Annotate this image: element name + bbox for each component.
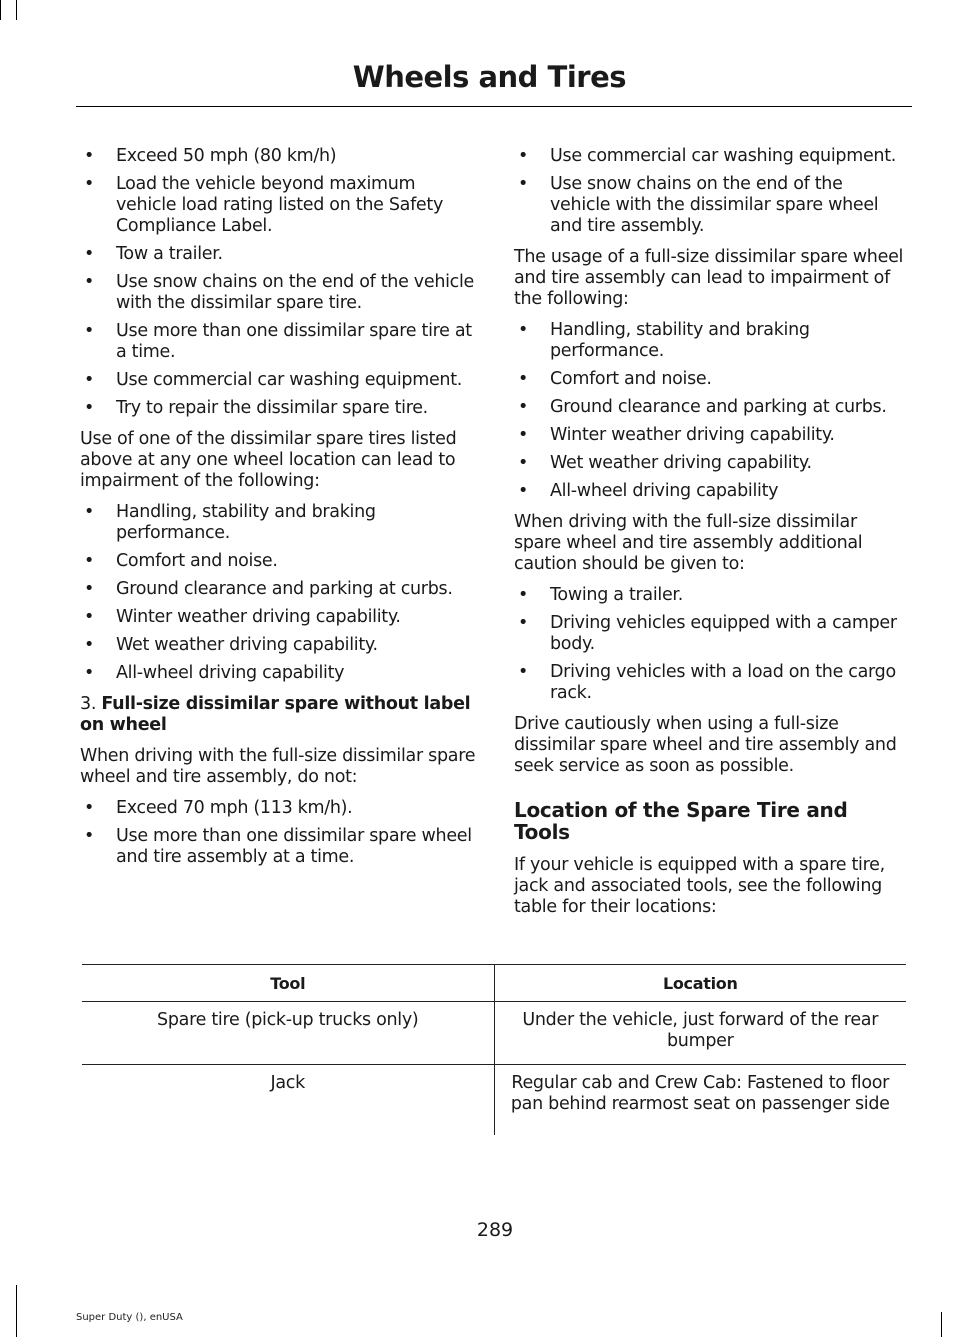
list-item: • Use snow chains on the end of the vehicle with the dissimilar spare tire.: [84, 272, 475, 313]
table-cell: Spare tire (pick-up trucks only): [82, 1002, 494, 1065]
table-row: [82, 1002, 906, 1065]
list-item: • Tow a trailer.: [84, 244, 223, 264]
list-item: • Winter weather driving capability.: [84, 607, 401, 627]
list-item: • Ground clearance and parking at curbs.: [84, 579, 453, 599]
crop-mark: [941, 1312, 942, 1337]
tools-table: [82, 964, 906, 1135]
list-item: • Comfort and noise.: [84, 551, 278, 571]
list-item: • Handling, stability and braking performance.: [518, 320, 810, 361]
bullet-list: [514, 146, 908, 237]
bullet-list: [514, 585, 908, 704]
page-title: Wheels and Tires: [352, 60, 626, 94]
list-item: • Wet weather driving capability.: [84, 635, 378, 655]
list-item: • Handling, stability and braking performance.: [84, 502, 376, 543]
table-row: [82, 1065, 906, 1136]
list-item: • Driving vehicles with a load on the cargo rack.: [518, 662, 896, 703]
paragraph: If your vehicle is equipped with a spare tire, jack and associated tools, see the following table for their locations:: [514, 855, 885, 917]
crop-mark: [0, 0, 1, 20]
bullet-list: [514, 320, 908, 502]
list-item: • Towing a trailer.: [518, 585, 683, 605]
header-divider: [76, 106, 912, 107]
list-item: • Load the vehicle beyond maximum vehicle load rating listed on the Safety Compliance Label.: [84, 174, 444, 236]
list-item: • Wet weather driving capability.: [518, 453, 812, 473]
list-item: • Exceed 50 mph (80 km/h): [84, 146, 337, 166]
list-item: • Use more than one dissimilar spare tire at a time.: [84, 321, 472, 362]
list-item: • Ground clearance and parking at curbs.: [518, 397, 887, 417]
footer-text: Super Duty (), enUSA: [76, 1312, 183, 1323]
table-cell: Under the vehicle, just forward of the rear bumper: [494, 1002, 906, 1065]
table-cell: Jack: [270, 1073, 305, 1093]
table-header-row: [82, 965, 906, 1002]
paragraph: Use of one of the dissimilar spare tires listed above at any one wheel location can lead to impairment of the following:: [80, 429, 457, 491]
list-item: • Try to repair the dissimilar spare tire.: [84, 398, 428, 418]
bullet-list: [80, 798, 476, 868]
bullet-list: [80, 146, 476, 419]
list-item: • Winter weather driving capability.: [518, 425, 835, 445]
right-column: [514, 146, 908, 928]
list-item: • Use snow chains on the end of the vehicle with the dissimilar spare wheel and tire assembly.: [518, 174, 879, 236]
list-item: • Use more than one dissimilar spare wheel and tire assembly at a time.: [84, 826, 472, 867]
left-column: [80, 146, 476, 878]
table-cell: Regular cab and Crew Cab: Fastened to floor pan behind rearmost seat on passenger side: [494, 1065, 906, 1136]
bullet-list: [80, 502, 476, 684]
paragraph: Drive cautiously when using a full-size dissimilar spare wheel and tire assembly and seek service as soon as possible.: [514, 714, 897, 776]
column-header-location: Location: [494, 965, 906, 1002]
list-item: • Exceed 70 mph (113 km/h).: [84, 798, 353, 818]
page-number: 289: [476, 1219, 514, 1241]
list-item: • All-wheel driving capability: [518, 481, 779, 501]
list-item: • All-wheel driving capability: [84, 663, 345, 683]
paragraph: When driving with the full-size dissimilar spare wheel and tire assembly additional caution should be given to:: [514, 512, 863, 574]
list-item: • Driving vehicles equipped with a camper body.: [518, 613, 897, 654]
crop-mark: [16, 1285, 17, 1337]
column-header-tool: Tool: [82, 965, 494, 1002]
subheading: 3. Full-size dissimilar spare without label on wheel: [80, 694, 471, 735]
paragraph: The usage of a full-size dissimilar spare wheel and tire assembly can lead to impairment of the following:: [514, 247, 904, 309]
section-heading: Location of the Spare Tire and Tools: [514, 798, 848, 844]
list-item: • Use commercial car washing equipment.: [518, 146, 897, 166]
crop-mark: [16, 0, 17, 20]
paragraph: When driving with the full-size dissimilar spare wheel and tire assembly, do not:: [80, 746, 476, 787]
list-item: • Use commercial car washing equipment.: [84, 370, 463, 390]
list-item: • Comfort and noise.: [518, 369, 712, 389]
